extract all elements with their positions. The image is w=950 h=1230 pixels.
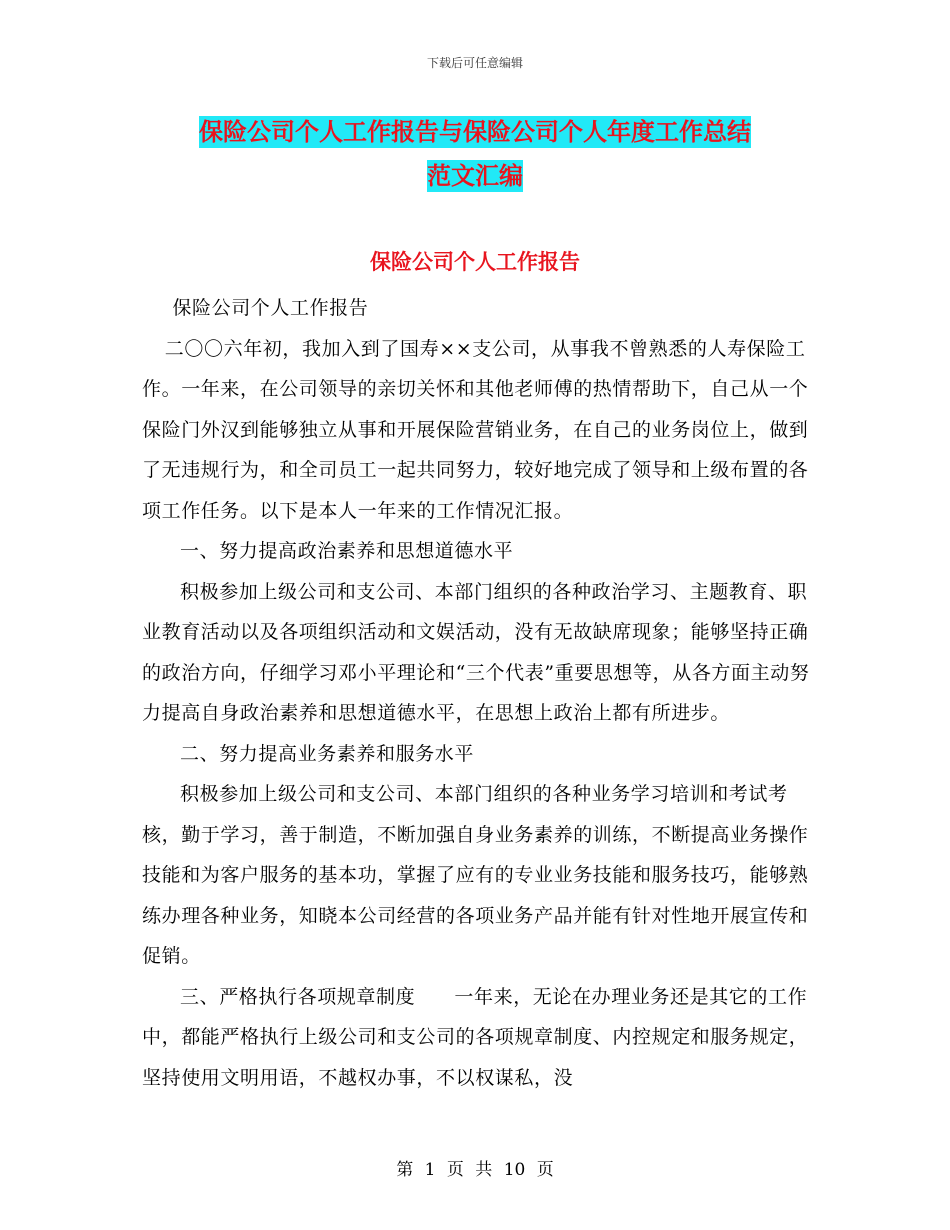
section-title: 保险公司个人工作报告 — [370, 250, 580, 274]
header-note: 下载后可任意编辑 — [426, 56, 523, 70]
paragraph-intro: 二〇〇六年初，我加入到了国寿××支公司，从事我不曾熟悉的人寿保险工作。一年来，在公司领导的亲切关怀和其他老师傅的热情帮助下，自己从一个保险门外汉到能够独立从事和开展保险营销业务，在自己的业务岗位上，做到了无违规行为，和全司员工一起共同努力，较好地完成了领导和上级布置的各项工作任务。以下是本人一年来的工作情况汇报。 — [142, 337, 809, 522]
heading-business: 二、努力提高业务素养和服务水平 — [180, 742, 475, 765]
page-footer: 第 1 页 共 10 页 — [396, 1160, 554, 1180]
document-title-line-2: 范文汇编 — [427, 162, 523, 190]
heading-political: 一、努力提高政治素养和思想道德水平 — [180, 540, 514, 562]
document-title — [140, 110, 810, 198]
document-title-line-1: 保险公司个人工作报告与保险公司个人年度工作总结 — [199, 118, 751, 146]
paragraph-business: 积极参加上级公司和支公司、本部门组织的各种业务学习培训和考试考核，勤于学习，善于制造，不断加强自身业务素养的训练，不断提高业务操作技能和为客户服务的基本功，掌握了应有的专业业务技能和服务技巧，能够熟练办理各种业务，知晓本公司经营的各项业务产品并能有针对性地开展宣传和促销。 — [142, 783, 809, 967]
paragraph-political: 积极参加上级公司和支公司、本部门组织的各种政治学习、主题教育、职业教育活动以及各项组织活动和文娱活动，没有无故缺席现象；能够坚持正确的政治方向，仔细学习邓小平理论和“三个代表”重要思想等，从各方面主动努力提高自身政治素养和思想道德水平，在思想上政治上都有所进步。 — [142, 580, 810, 724]
document-body — [142, 288, 810, 1098]
paragraph-subtitle: 保险公司个人工作报告 — [172, 297, 369, 319]
paragraph-rules: 三、严格执行各项规章制度 一年来，无论在办理业务还是其它的工作中，都能严格执行上级公司和支公司的各项规章制度、内控规定和服务规定，坚持使用文明用语，不越权办事，不以权谋私，没 — [142, 985, 809, 1089]
